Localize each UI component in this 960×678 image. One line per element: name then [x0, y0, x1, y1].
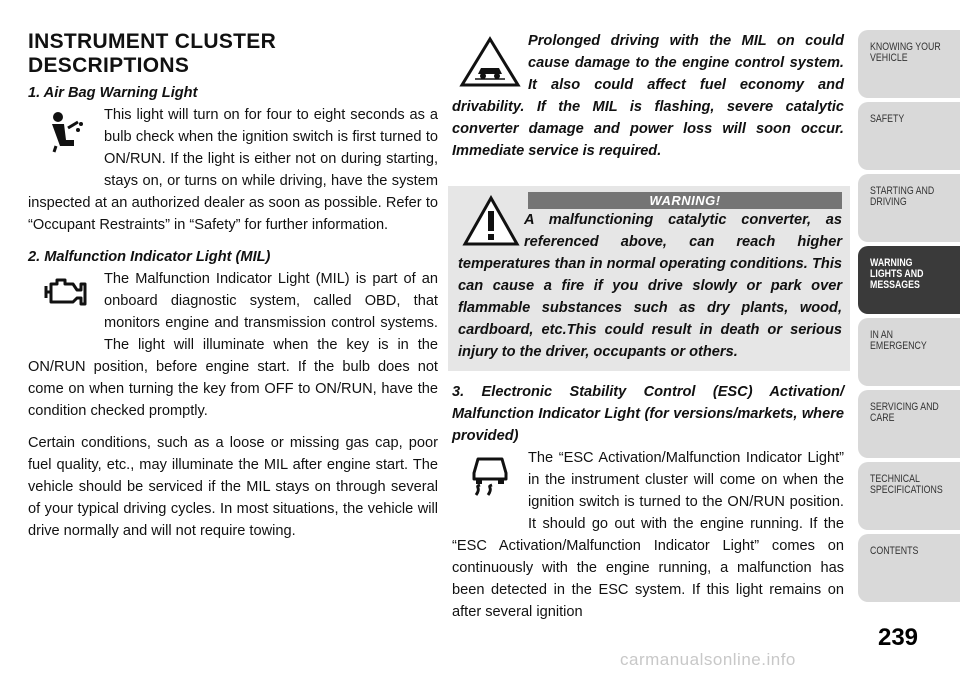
- tab-label: SERVICING AND CARE: [870, 401, 939, 424]
- tab-label: KNOWING YOUR VEHICLE: [870, 41, 941, 64]
- warning-text: A malfunctioning catalytic converter, as referenced above, can reach higher temperatures than in normal operating conditions. This can cause a fire if you drive slowly or park over flammable substances such as dry plants, wood, cardboard, etc.This could result in death or serious injury to the driver, occupants or others.: [458, 212, 842, 360]
- item1-heading: 1. Air Bag Warning Light: [28, 85, 198, 101]
- title-line-2: DESCRIPTIONS: [28, 54, 190, 77]
- right-column: [452, 30, 844, 623]
- tab-technical-specifications[interactable]: [858, 462, 960, 530]
- tab-contents[interactable]: [858, 534, 960, 602]
- page-number: 239: [877, 624, 919, 651]
- item3-text: The “ESC Activation/Malfunction Indicator Light” in the instrument cluster will come on when the ignition switch is turned to the ON/RUN position. It should go out with the engine running. If the “ESC Activation/Malfunction Indicator Light” comes on continuously with the engine running, a malfunction has been detected in the ESC system. If this light remains on after several ignition: [452, 450, 844, 620]
- item2-heading: 2. Malfunction Indicator Light (MIL): [28, 249, 271, 265]
- left-column: [28, 30, 438, 542]
- tab-safety[interactable]: [858, 102, 960, 170]
- tab-servicing-and-care[interactable]: [858, 390, 960, 458]
- tab-warning-lights-and-messages[interactable]: [858, 246, 960, 314]
- title-line-1: INSTRUMENT CLUSTER: [28, 30, 277, 53]
- caution-triangle-icon: [452, 30, 528, 92]
- item3-heading: 3. Electronic Stability Control (ESC) Activation/ Malfunction Indicator Light (for versions/markets, where provided): [452, 384, 844, 444]
- tab-label: CONTENTS: [870, 545, 919, 557]
- warning-label: WARNING!: [528, 192, 842, 209]
- warning-exclamation-icon: [458, 195, 524, 251]
- airbag-warning-icon: [28, 104, 104, 172]
- section-title: [28, 30, 438, 78]
- item1-text: This light will turn on for four to eight seconds as a bulb check when the ignition switch is first turned to ON/RUN. If the light is either not on during starting, stays on, or turns on while driving, have the system inspected at an authorized dealer as soon as possible. Refer to “Occupant Restraints” in “Safety” for further information.: [28, 107, 438, 233]
- caution-text: Prolonged driving with the MIL on could cause damage to the engine control system. It also could affect fuel economy and drivability. If the MIL is flashing, severe catalytic converter damage and power loss will soon occur. Immediate service is required.: [452, 33, 844, 159]
- tab-label: SAFETY: [870, 113, 905, 125]
- engine-check-icon: [28, 268, 104, 336]
- item2-paragraph-2: Certain conditions, such as a loose or missing gas cap, poor fuel quality, etc., may illuminate the MIL after engine start. The vehicle should be serviced if the MIL stays on through several of your typical driving cycles. In most situations, the vehicle will drive normally and will not require towing.: [28, 435, 438, 539]
- tab-in-an-emergency[interactable]: [858, 318, 960, 386]
- item2-text: The Malfunction Indicator Light (MIL) is part of an onboard diagnostic system, called OBD, that monitors engine and transmission control systems. The light will illuminate when the key is in the ON/RUN position, before engine start. If the bulb does not come on when turning the key from OFF to ON/RUN, have the condition checked promptly.: [28, 271, 438, 419]
- tab-label: TECHNICAL SPECIFICATIONS: [870, 473, 943, 496]
- tab-starting-and-driving[interactable]: [858, 174, 960, 242]
- tab-knowing-your-vehicle[interactable]: [858, 30, 960, 98]
- esc-skidding-car-icon: [452, 447, 528, 515]
- tab-label: STARTING AND DRIVING: [870, 185, 935, 208]
- chapter-tabs: [858, 30, 960, 606]
- tab-label: WARNING LIGHTS AND MESSAGES: [870, 257, 924, 291]
- warning-box: [448, 186, 850, 371]
- tab-label: IN AN EMERGENCY: [870, 329, 927, 352]
- watermark: carmanualsonline.info: [620, 650, 796, 669]
